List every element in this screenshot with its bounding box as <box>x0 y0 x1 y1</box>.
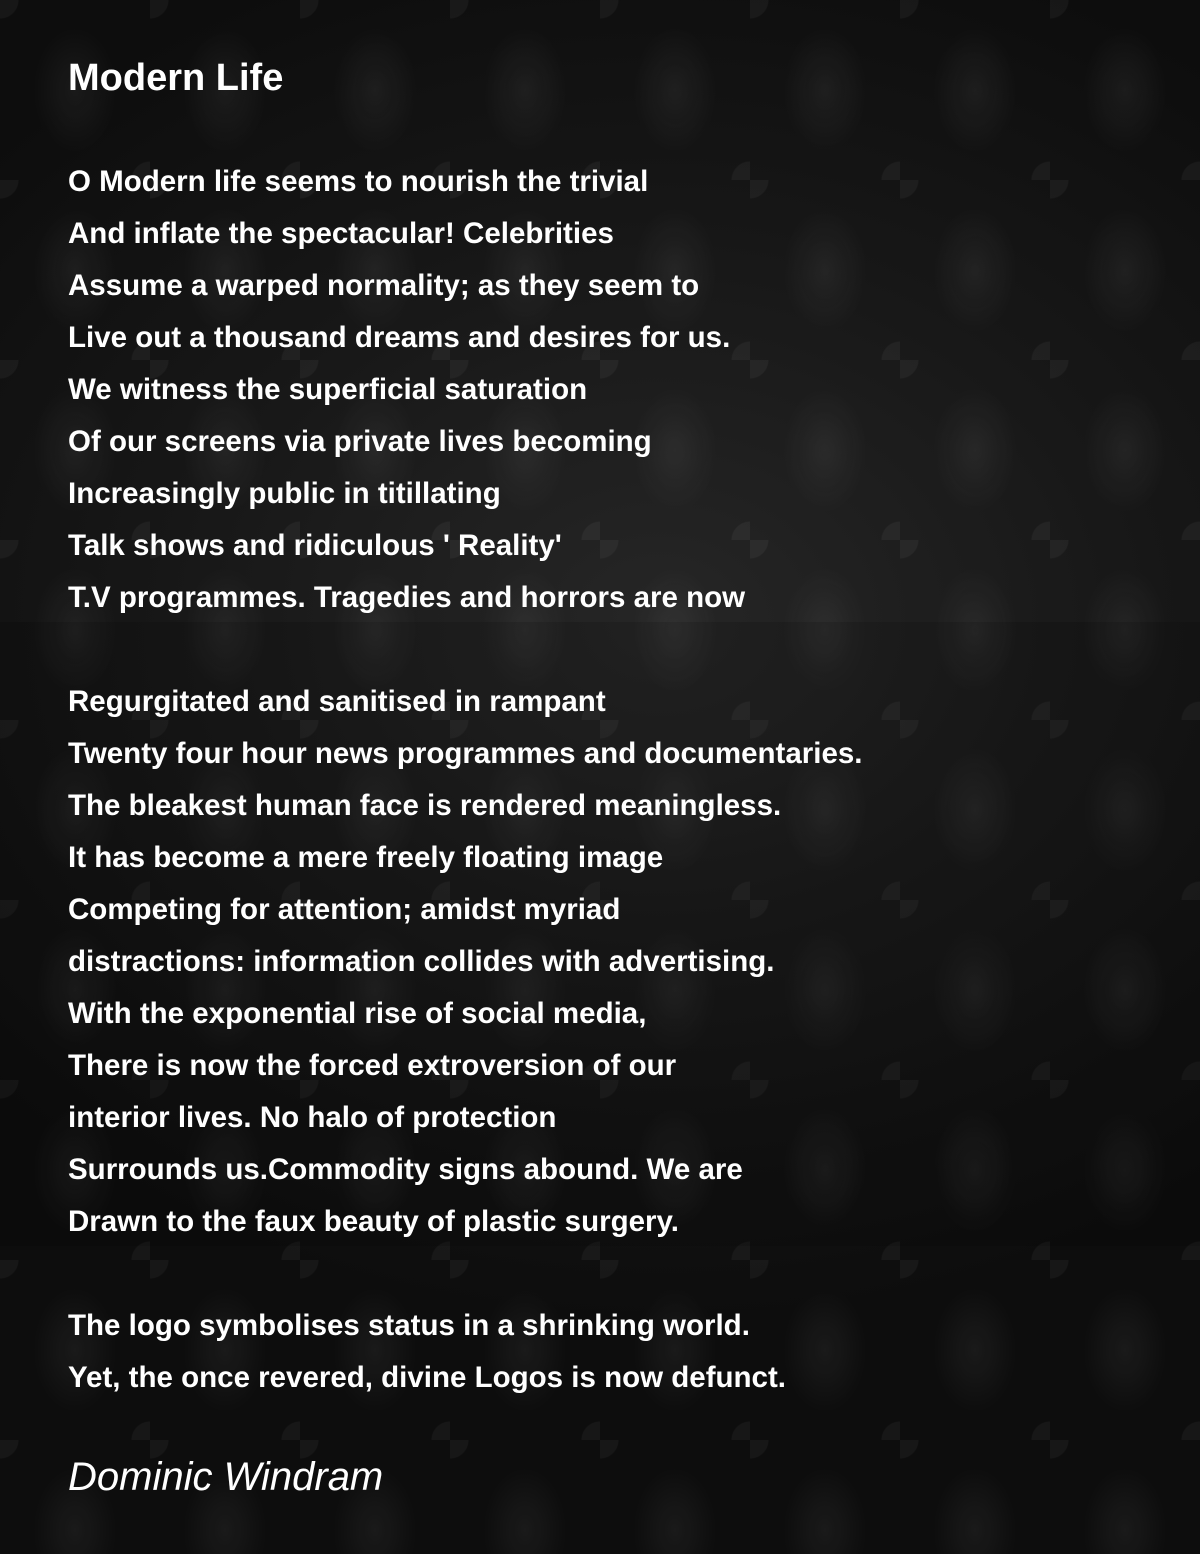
stanza <box>68 676 1168 1248</box>
poem-line: T.V programmes. Tragedies and horrors are now <box>68 581 746 614</box>
poem-line: distractions: information collides with advertising. <box>68 945 775 978</box>
poem-line: Twenty four hour news programmes and documentaries. <box>68 737 863 770</box>
poem-line: Increasingly public in titillating <box>68 477 501 510</box>
stanza <box>68 1300 1168 1404</box>
poem-title: Modern Life <box>68 57 284 99</box>
poem-card <box>68 56 1168 1456</box>
poem-line: Talk shows and ridiculous ' Reality' <box>68 529 562 562</box>
poem-line: interior lives. No halo of protection <box>68 1101 557 1134</box>
poem-line: Assume a warped normality; as they seem to <box>68 269 700 302</box>
poem-line: The logo symbolises status in a shrinking world. <box>68 1309 750 1342</box>
stanza <box>68 156 1168 624</box>
poem-line: Regurgitated and sanitised in rampant <box>68 685 606 718</box>
poem-line: We witness the superficial saturation <box>68 373 588 406</box>
poem-line: Live out a thousand dreams and desires for us. <box>68 321 731 354</box>
poem-line: The bleakest human face is rendered meaningless. <box>68 789 782 822</box>
poem-author: Dominic Windram <box>68 1455 384 1499</box>
poem-body <box>68 156 1168 1404</box>
poem-line: Surrounds us.Commodity signs abound. We are <box>68 1153 743 1186</box>
poem-line: Yet, the once revered, divine Logos is now defunct. <box>68 1361 786 1394</box>
poem-line: O Modern life seems to nourish the trivial <box>68 165 649 198</box>
poem-line: With the exponential rise of social media, <box>68 997 647 1030</box>
poem-line: Of our screens via private lives becoming <box>68 425 652 458</box>
poem-line: Competing for attention; amidst myriad <box>68 893 621 926</box>
poem-line: And inflate the spectacular! Celebrities <box>68 217 614 250</box>
poem-line: Drawn to the faux beauty of plastic surgery. <box>68 1205 679 1238</box>
poem-line: It has become a mere freely floating image <box>68 841 664 874</box>
poem-line: There is now the forced extroversion of our <box>68 1049 677 1082</box>
